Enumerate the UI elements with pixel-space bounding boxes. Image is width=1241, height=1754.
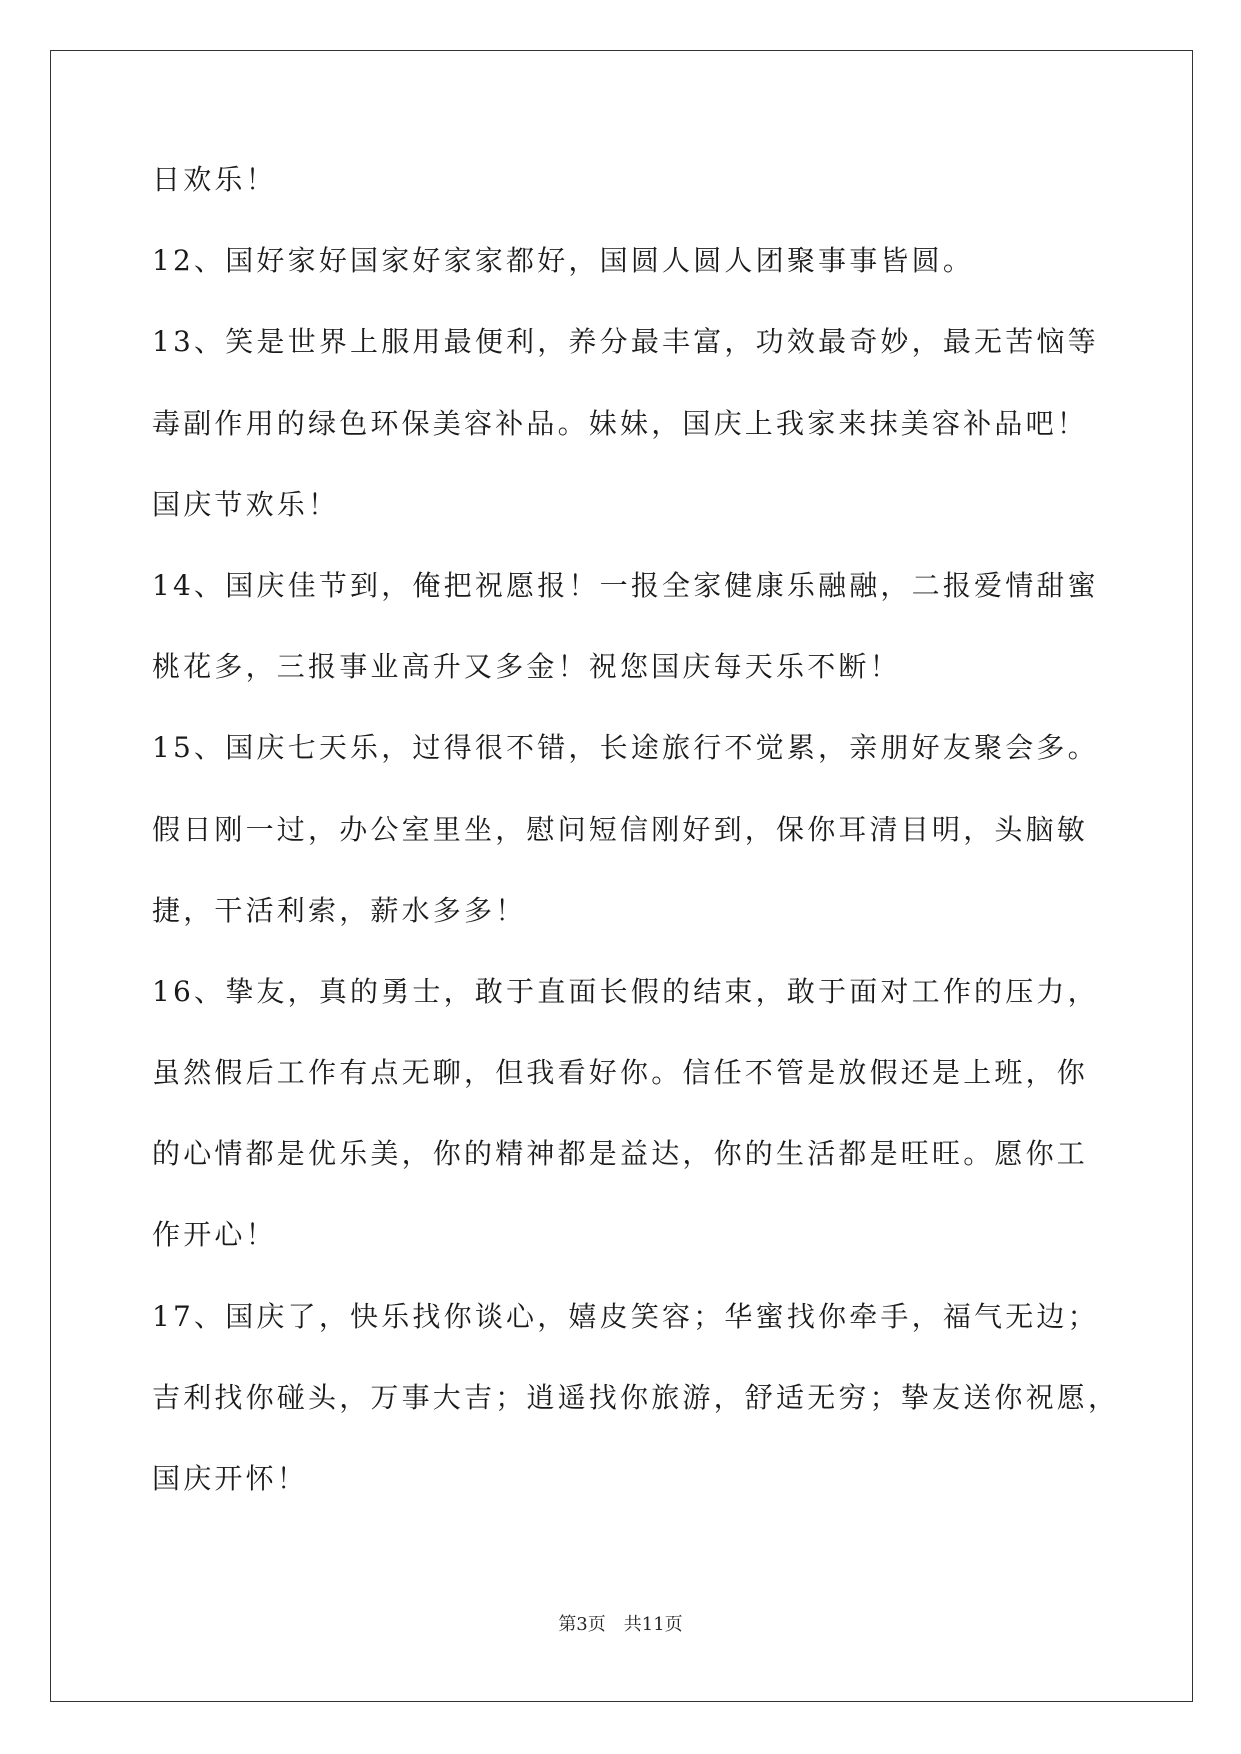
page-number-footer: 第3页 共11页	[558, 1614, 683, 1635]
text-line: 桃花多，三报事业高升又多金！祝您国庆每天乐不断！	[152, 650, 901, 684]
text-line: 17、国庆了，快乐找你谈心，嬉皮笑容；华蜜找你牵手，福气无边；	[152, 1299, 1099, 1333]
text-line: 的心情都是优乐美，你的精神都是益达，你的生活都是旺旺。愿你工	[152, 1137, 1089, 1171]
document-body	[152, 160, 1120, 1540]
text-line: 虽然假后工作有点无聊，但我看好你。信任不管是放假还是上班，你	[152, 1056, 1089, 1090]
text-line: 12、国好家好国家好家家都好，国圆人圆人团聚事事皆圆。	[152, 244, 975, 278]
text-line: 假日刚一过，办公室里坐，慰问短信刚好到，保你耳清目明，头脑敏	[152, 812, 1089, 846]
text-line: 作开心！	[152, 1218, 277, 1252]
text-line: 13、笑是世界上服用最便利，养分最丰富，功效最奇妙，最无苦恼等	[152, 325, 1099, 359]
text-line: 14、国庆佳节到，俺把祝愿报！一报全家健康乐融融，二报爱情甜蜜	[152, 568, 1099, 602]
text-line: 15、国庆七天乐，过得很不错，长途旅行不觉累，亲朋好友聚会多。	[152, 731, 1099, 765]
text-line: 国庆节欢乐！	[152, 487, 340, 521]
text-line: 16、挚友，真的勇士，敢于直面长假的结束，敢于面对工作的压力，	[152, 974, 1099, 1008]
text-line: 吉利找你碰头，万事大吉；逍遥找你旅游，舒适无穷；挚友送你祝愿，	[152, 1380, 1120, 1414]
text-line: 日欢乐！	[152, 163, 277, 196]
text-line: 毒副作用的绿色环保美容补品。妹妹，国庆上我家来抹美容补品吧！	[152, 406, 1089, 440]
text-line: 国庆开怀！	[152, 1462, 309, 1495]
text-line: 捷，干活利索，薪水多多！	[152, 893, 527, 927]
